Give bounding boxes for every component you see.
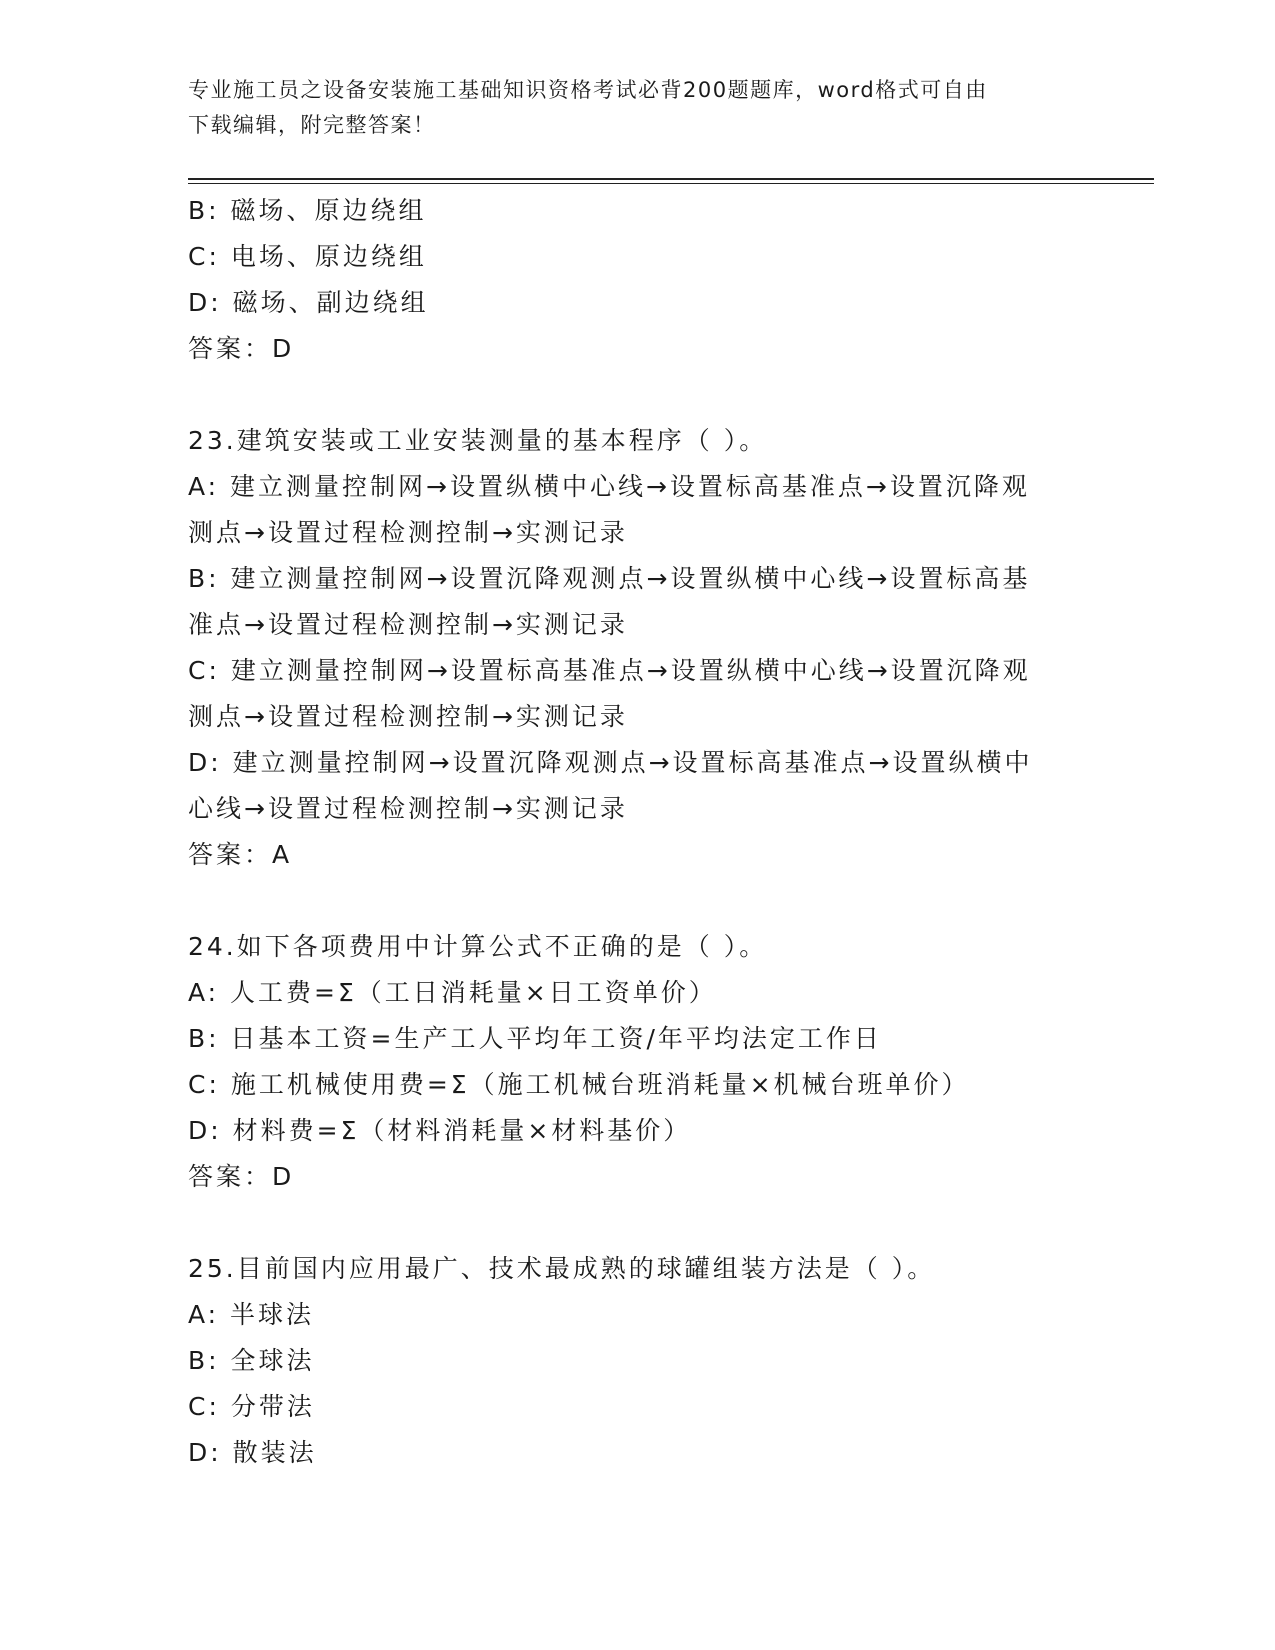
question-content: [188, 188, 1088, 1476]
q23-answer: 答案：A: [188, 840, 293, 869]
header-divider-thin: [188, 183, 1154, 184]
header-divider-thick: [188, 178, 1154, 180]
q24-answer: 答案：D: [188, 1162, 295, 1191]
q22-answer: 答案：D: [188, 334, 295, 363]
q23-option-b-line-2: 准点→设置过程检测控制→实测记录: [188, 610, 628, 639]
header-line-1: 专业施工员之设备安装施工基础知识资格考试必背200题题库，word格式可自由: [188, 78, 988, 102]
q25-option-a: A: 半球法: [188, 1300, 315, 1329]
q23-option-d-line-1: D: 建立测量控制网→设置沉降观测点→设置标高基准点→设置纵横中: [188, 748, 1033, 777]
q22-option-b: B: 磁场、原边绕组: [188, 196, 427, 225]
q23-option-a-line-2: 测点→设置过程检测控制→实测记录: [188, 518, 628, 547]
q22-option-c: C: 电场、原边绕组: [188, 242, 427, 271]
q24-option-c: C: 施工机械使用费=Σ（施工机械台班消耗量×机械台班单价）: [188, 1070, 970, 1099]
q23-option-a-line-1: A: 建立测量控制网→设置纵横中心线→设置标高基准点→设置沉降观: [188, 472, 1030, 501]
q25-option-b: B: 全球法: [188, 1346, 315, 1375]
q23-option-c-line-1: C: 建立测量控制网→设置标高基准点→设置纵横中心线→设置沉降观: [188, 656, 1031, 685]
q24-option-d: D: 材料费=Σ（材料消耗量×材料基价）: [188, 1116, 692, 1145]
spacer: [188, 372, 1088, 418]
q23-question: 23.建筑安装或工业安装测量的基本程序（ ）。: [188, 426, 768, 455]
q24-question: 24.如下各项费用中计算公式不正确的是（ ）。: [188, 932, 768, 961]
q23-option-b-line-1: B: 建立测量控制网→设置沉降观测点→设置纵横中心线→设置标高基: [188, 564, 1031, 593]
q25-option-c: C: 分带法: [188, 1392, 315, 1421]
q24-option-a: A: 人工费=Σ（工日消耗量×日工资单价）: [188, 978, 717, 1007]
q24-option-b: B: 日基本工资=生产工人平均年工资/年平均法定工作日: [188, 1024, 882, 1053]
header-line-2: 下载编辑，附完整答案！: [188, 113, 436, 137]
document-header: [188, 73, 1088, 143]
q25-option-d: D: 散装法: [188, 1438, 317, 1467]
q23-option-c-line-2: 测点→设置过程检测控制→实测记录: [188, 702, 628, 731]
spacer: [188, 1200, 1088, 1246]
q25-question: 25.目前国内应用最广、技术最成熟的球罐组装方法是（ ）。: [188, 1254, 936, 1283]
q22-option-d: D: 磁场、副边绕组: [188, 288, 429, 317]
spacer: [188, 878, 1088, 924]
q23-option-d-line-2: 心线→设置过程检测控制→实测记录: [188, 794, 628, 823]
